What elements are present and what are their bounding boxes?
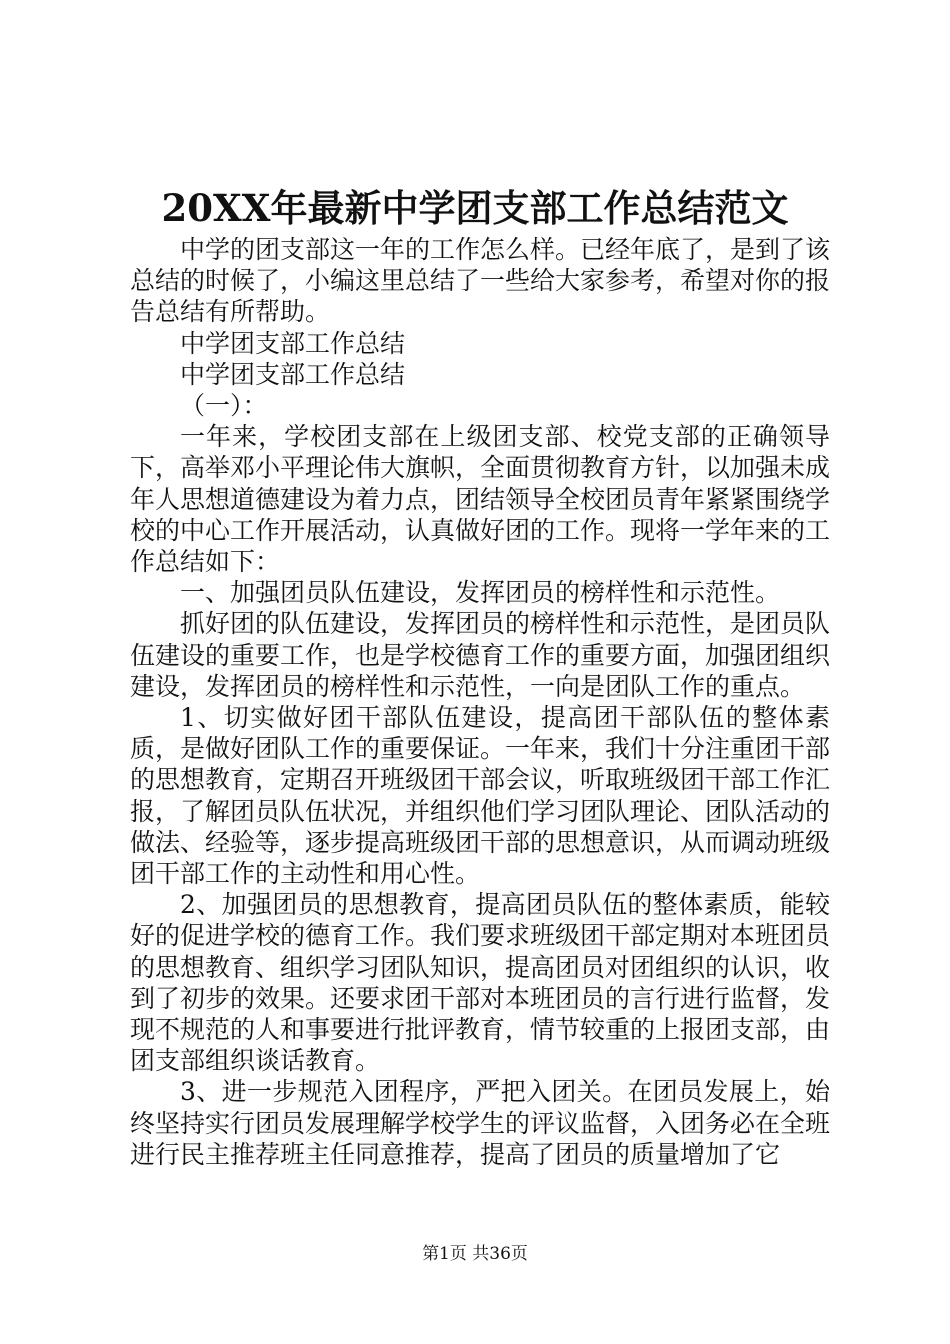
document-title: 20XX年最新中学团支部工作总结范文 <box>161 186 789 230</box>
paragraph: 抓好团的队伍建设，发挥团员的榜样性和示范性，是团员队伍建设的重要工作，也是学校德育工作的重要方面，加强团组织建设，发挥团员的榜样性和示范性，一向是团队工作的重点。 <box>130 609 831 701</box>
paragraph: 一、加强团员队伍建设，发挥团员的榜样性和示范性。 <box>180 578 781 608</box>
document-body <box>130 234 830 1170</box>
paragraph: 中学团支部工作总结 <box>180 359 406 389</box>
page-footer <box>0 1242 950 1266</box>
paragraph: （一）： <box>180 391 268 421</box>
paragraph: 一年来，学校团支部在上级团支部、校党支部的正确领导下，高举邓小平理论伟大旗帜，全面贯彻教育方针，以加强未成年人思想道德建设为着力点，团结领导全校团员青年紧紧围绕学校的中心工作开展活动，认真做好团的工作。现将一学年来的工作总结如下： <box>130 422 831 577</box>
paragraph: 中学团支部工作总结 <box>180 328 406 358</box>
page-number: 第1页 <box>422 1244 467 1264</box>
paragraph: 2、加强团员的思想教育，提高团员队伍的整体素质，能较好的促进学校的德育工作。我们要求班级团干部定期对本班团员的思想教育、组织学习团队知识，提高团员对团组织的认识，收到了初步的效果。还要求团干部对本班团员的言行进行监督，发现不规范的人和事要进行批评教育，情节较重的上报团支部，由团支部组织谈话教育。 <box>130 890 831 1076</box>
paragraph: 3、进一步规范入团程序，严把入团关。在团员发展上，始终坚持实行团员发展理解学校学生的评议监督，入团务必在全班进行民主推荐班主任同意推荐，提高了团员的质量增加了它 <box>130 1077 831 1169</box>
paragraph: 1、切实做好团干部队伍建设，提高团干部队伍的整体素质，是做好团队工作的重要保证。一年来，我们十分注重团干部的思想教育，定期召开班级团干部会议，听取班级团干部工作汇报，了解团员队伍状况，并组织他们学习团队理论、团队活动的做法、经验等，逐步提高班级团干部的思想意识，从而调动班级团干部工作的主动性和用心性。 <box>130 703 831 889</box>
paragraph: 中学的团支部这一年的工作怎么样。已经年底了，是到了该总结的时候了，小编这里总结了一些给大家参考，希望对你的报告总结有所帮助。 <box>130 235 831 327</box>
page-total: 共36页 <box>472 1244 528 1264</box>
